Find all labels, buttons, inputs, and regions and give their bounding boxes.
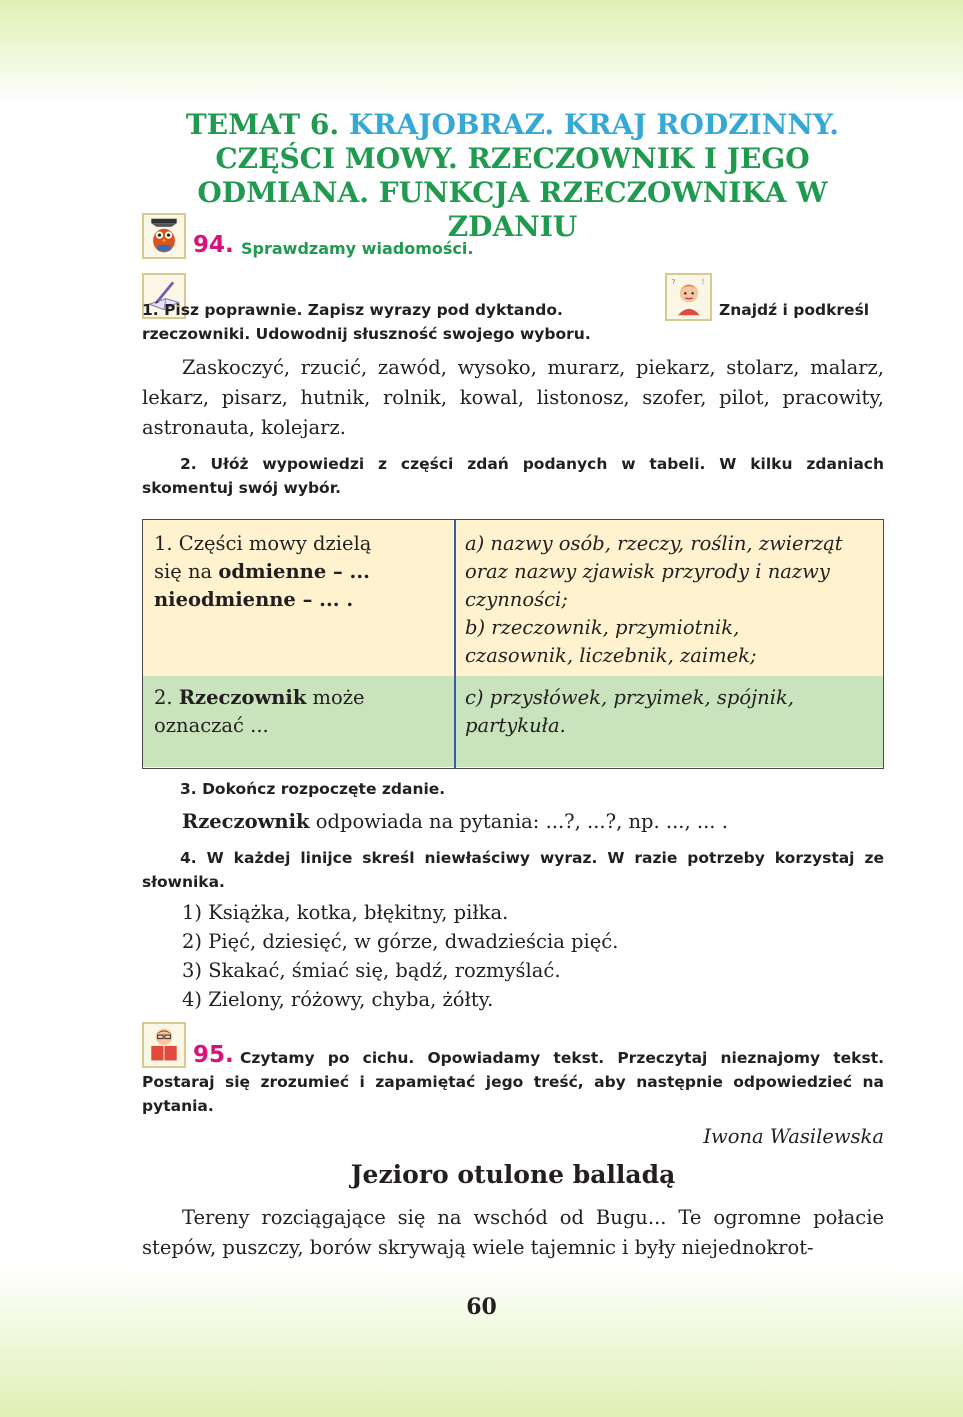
task-1-instruction-b: Znajdź i podkreśl bbox=[719, 301, 870, 319]
lesson-title bbox=[140, 108, 885, 244]
r1-right-line: a) nazwy osób, rzeczy, roślin, zwierząt bbox=[465, 532, 843, 555]
exercise-95-number: 95. bbox=[193, 1042, 234, 1068]
r1-right-line: oraz nazwy zjawisk przyrody i nazwy bbox=[465, 560, 830, 583]
task-3-sentence bbox=[182, 807, 728, 837]
title-topic: KRAJOBRAZ. KRAJ RODZINNY. bbox=[348, 108, 840, 141]
top-decorative-band bbox=[0, 0, 963, 105]
task-4-line-4: 4) Zielony, różowy, chyba, żółty. bbox=[182, 988, 494, 1011]
title-prefix: TEMAT 6. bbox=[185, 108, 340, 141]
r2-left-rest: może bbox=[312, 686, 365, 709]
r1-right-line: czynności; bbox=[465, 588, 568, 611]
table-cell-r1-left bbox=[154, 530, 444, 614]
story-text: Tereny rozciągające się na wschód od Bugu... Te ogromne połacie stepów, puszczy, borów skrywają wiele tajemnic i były niejednokrot- bbox=[142, 1206, 884, 1259]
task-4-line-2: 2) Pięć, dziesięć, w górze, dwadzieścia pięć. bbox=[182, 930, 619, 953]
r1-left-plain: się na bbox=[154, 560, 213, 583]
r1-right-line: czasownik, liczebnik, zaimek; bbox=[465, 644, 757, 667]
task-4-line-3: 3) Skakać, śmiać się, bądź, rozmyślać. bbox=[182, 959, 561, 982]
title-line-3: ODMIANA. FUNKCJA RZECZOWNIKA W ZDANIU bbox=[197, 176, 828, 243]
task-3-instruction: 3. Dokończ rozpoczęte zdanie. bbox=[180, 780, 446, 798]
task-3-sentence-bold: Rzeczownik bbox=[182, 810, 310, 833]
story-title: Jezioro otulone balladą bbox=[350, 1160, 676, 1189]
task-1-word-list: Zaskoczyć, rzucić, zawód, wysoko, murarz, piekarz, stolarz, malarz, lekarz, pisarz, hutnik, rolnik, kowal, listonosz, szofer, pilot, pracowity, astronauta, kolejarz. bbox=[142, 356, 884, 439]
r2-left-bold: Rzeczownik bbox=[178, 686, 307, 709]
r2-right-line: partykuła. bbox=[465, 714, 566, 737]
r2-left-line-2: oznaczać ... bbox=[154, 714, 269, 737]
r1-left-line-1: 1. Części mowy dzielą bbox=[154, 532, 372, 555]
table-cell-r2-right bbox=[465, 684, 877, 740]
title-line-2: CZĘŚCI MOWY. RZECZOWNIK I JEGO bbox=[215, 142, 810, 175]
task-2-instruction: 2. Ułóż wypowiedzi z części zdań podanych w tabeli. W kilku zdaniach skomentuj swój wybór. bbox=[142, 455, 884, 497]
task-3-sentence-rest: odpowiada na pytania: ...?, ...?, np. ..., ... . bbox=[315, 810, 728, 833]
thinking-child-icon bbox=[665, 273, 712, 321]
table-cell-r2-left bbox=[154, 684, 444, 740]
r1-right-line: b) rzeczownik, przymiotnik, bbox=[465, 616, 740, 639]
r1-left-line-3: nieodmienne – ... . bbox=[154, 588, 354, 611]
r1-left-bold-1: odmienne – ... bbox=[218, 560, 370, 583]
r2-left-line-1 bbox=[154, 684, 444, 712]
page-number: 60 bbox=[466, 1294, 497, 1320]
task-1-instruction-c: rzeczowniki. Udowodnij słuszność swojego wyboru. bbox=[142, 325, 591, 343]
bottom-decorative-band bbox=[0, 1265, 963, 1417]
owl-teacher-icon bbox=[142, 213, 186, 259]
task-1-instruction-a: 1. Pisz poprawnie. Zapisz wyrazy pod dyktando. bbox=[142, 301, 563, 319]
exercise-94-number: 94. bbox=[193, 232, 234, 258]
svg-text:?: ? bbox=[671, 278, 676, 287]
exercise-94-heading: Sprawdzamy wiadomości. bbox=[241, 239, 474, 258]
r2-left-num: 2. bbox=[154, 686, 173, 709]
exercise-95-instruction: Czytamy po cichu. Opowiadamy tekst. Przeczytaj nieznajomy tekst. Postaraj się zrozumieć i zapamiętać jego treść, aby następnie odpowiedzieć na pytania. bbox=[142, 1049, 884, 1115]
table-column-divider bbox=[454, 520, 456, 768]
sentence-parts-table bbox=[142, 519, 884, 769]
svg-text:!: ! bbox=[701, 278, 705, 287]
task-4-line-1: 1) Książka, kotka, błękitny, piłka. bbox=[182, 901, 509, 924]
r2-right-line: c) przysłówek, przyimek, spójnik, bbox=[465, 686, 794, 709]
table-cell-r1-right bbox=[465, 530, 877, 670]
story-author: Iwona Wasilewska bbox=[703, 1125, 884, 1148]
r1-left-line-2 bbox=[154, 558, 444, 586]
task-4-instruction: 4. W każdej linijce skreśl niewłaściwy wyraz. W razie potrzeby korzystaj ze słownika. bbox=[142, 849, 884, 891]
